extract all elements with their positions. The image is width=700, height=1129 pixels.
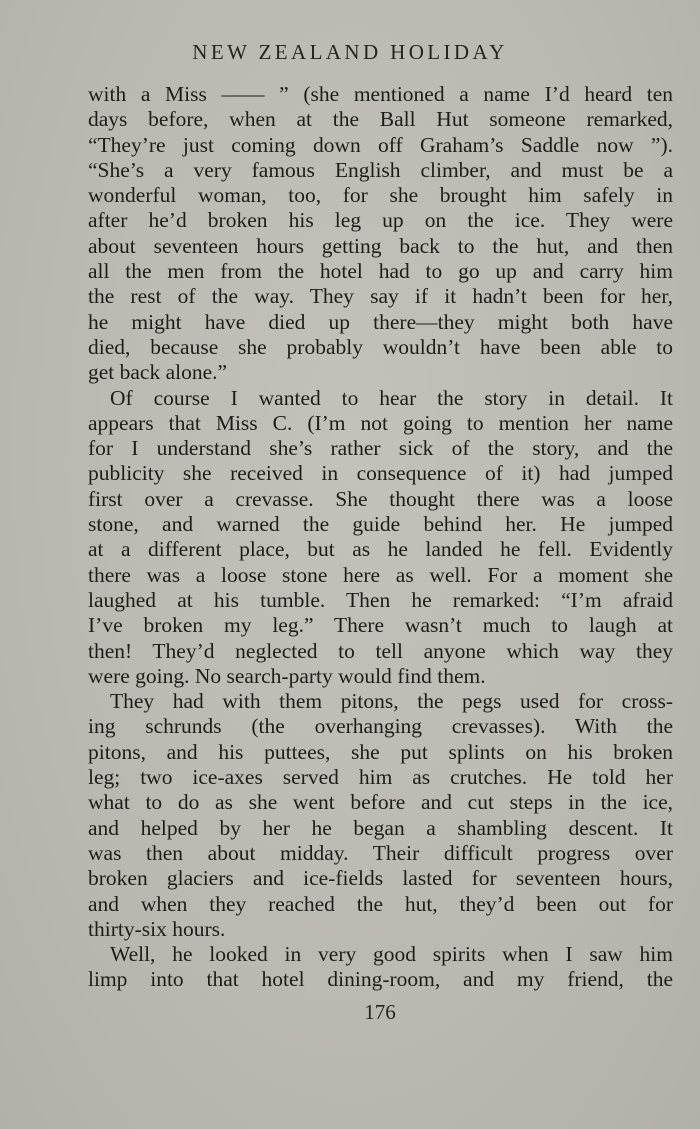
text-line: died, because she probably wouldn’t have been able to [88, 334, 673, 359]
text-line: for I understand she’s rather sick of the story, and the [88, 436, 673, 461]
text-line: was then about midday. Their difficult progress over [88, 840, 673, 865]
text-line: Of course I wanted to hear the story in detail. It [110, 385, 673, 410]
text-line: ing schrunds (the overhanging crevasses). With the [88, 714, 673, 739]
text-line: then! They’d neglected to tell anyone which way they [88, 638, 673, 663]
text-line: get back alone.” [88, 360, 228, 385]
text-line: with a Miss —— ” (she mentioned a name I’d heard ten [88, 82, 673, 106]
text-line: limp into that hotel dining-room, and my friend, the [88, 967, 673, 992]
text-line: laughed at his tumble. Then he remarked: “I’m afraid [88, 587, 673, 612]
text-line: I’ve broken my leg.” There wasn’t much to laugh at [88, 613, 673, 638]
text-line: broken glaciers and ice-fields lasted for seventeen hours, [88, 866, 673, 891]
text-line: there was a loose stone here as well. For a moment she [88, 562, 673, 587]
text-line: after he’d broken his leg up on the ice. They were [88, 208, 673, 233]
text-line: thirty-six hours. [88, 916, 226, 941]
text-line: days before, when at the Ball Hut someone remarked, [88, 107, 673, 132]
running-head: NEW ZEALAND HOLIDAY [192, 40, 508, 64]
text-line: all the men from the hotel had to go up and carry him [88, 259, 673, 284]
text-line: were going. No search-party would find them. [88, 663, 486, 688]
text-line: at a different place, but as he landed he fell. Evidently [88, 537, 673, 562]
text-line: what to do as she went before and cut steps in the ice, [88, 790, 673, 815]
text-line: first over a crevasse. She thought there was a loose [88, 486, 673, 511]
text-line: and helped by her he began a shambling descent. It [88, 815, 673, 840]
body-text [88, 82, 673, 993]
page-number: 176 [364, 1000, 396, 1024]
text-line: They had with them pitons, the pegs used for cross- [110, 689, 673, 714]
text-line: “She’s a very famous English climber, and must be a [88, 157, 673, 182]
text-line: and when they reached the hut, they’d been out for [88, 891, 673, 916]
text-line: he might have died up there—they might both have [88, 309, 673, 334]
text-line: stone, and warned the guide behind her. He jumped [88, 512, 673, 537]
text-line: Well, he looked in very good spirits when I saw him [110, 942, 673, 967]
text-line: leg; two ice-axes served him as crutches. He told her [88, 765, 673, 790]
text-line: publicity she received in consequence of it) had jumped [88, 461, 673, 486]
text-line: the rest of the way. They say if it hadn’t been for her, [88, 284, 673, 309]
text-line: pitons, and his puttees, she put splints on his broken [88, 739, 673, 764]
text-line: wonderful woman, too, for she brought him safely in [88, 183, 673, 208]
text-line: “They’re just coming down off Graham’s Saddle now ”). [88, 132, 673, 157]
text-line: appears that Miss C. (I’m not going to mention her name [88, 410, 673, 435]
text-line: about seventeen hours getting back to the hut, and then [88, 233, 673, 258]
